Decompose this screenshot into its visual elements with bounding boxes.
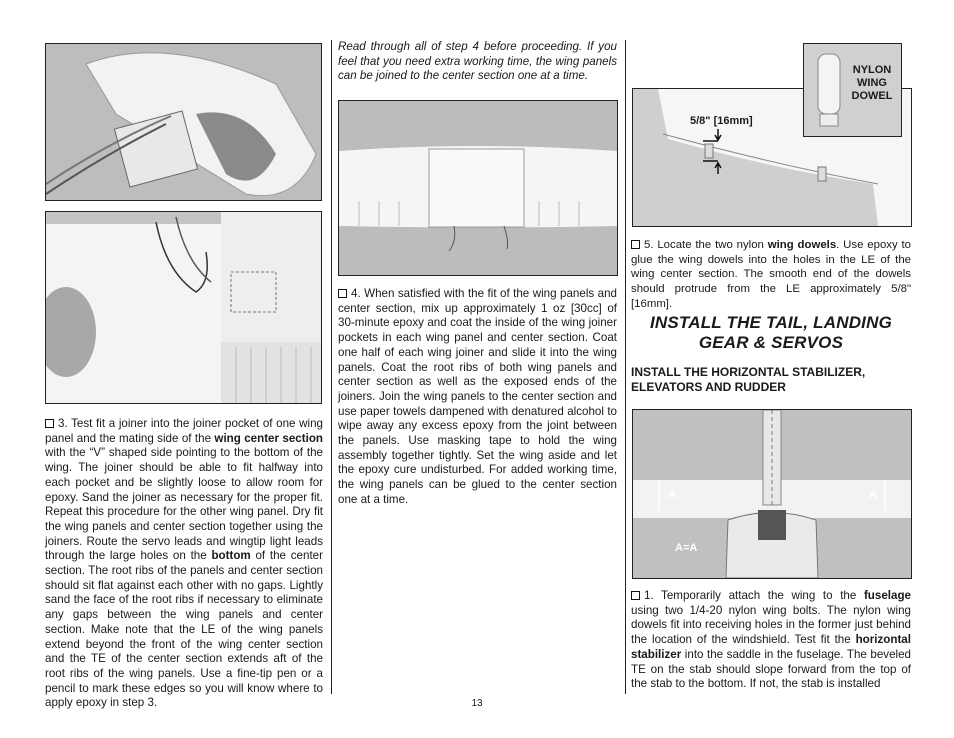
step-4-intro: Read through all of step 4 before proceeding. If you feel that you need extra working time, the wing panels can be joined to the center section one at a time.: [338, 40, 617, 83]
step-4-text: 4. When satisfied with the fit of the wing panels and center section, mix up approximately 1 oz [30cc] of 30-minute epoxy and coat the inside of the wing joiner pockets in each wing panel and center section. Coat one half of each wing joiner and slide it into the wing panels. Coat the root ribs of both wing panels and center section as well as the exposed ends of the joiners. Join the wing panels to the center section and use paper towels dampened with denatured alcohol to wipe away any excess epoxy from the joint between the panels. Use masking tape to hold the wing assembly together tightly. Set the wing aside and let the epoxy cure undisturbed. For added working time, the wing panels can be glued to the center section one at a time.: [338, 287, 617, 506]
column-divider-left: [331, 40, 332, 694]
inset-label-1: NYLON: [852, 64, 892, 76]
step-1-text: 1. Temporarily attach the wing to the fuselage using two 1/4-20 nylon wing bolts. The nylon wing dowels fit into receiving holes in the former just behind the location of the windshield. Test fit the horizontal stabilizer into the saddle in the fuselage. The beveled TE on the stab should slope forward from the top of the stab to the bottom. If not, the stab is installed: [631, 589, 911, 691]
photo-wing-center-section: [45, 211, 322, 404]
tail-label-a-right: A: [869, 489, 877, 501]
step-3-text: 3. Test fit a joiner into the joiner pocket of one wing panel and the mating side of the wing center section with the “V” shaped side pointing to the bottom of the wing. The joiner should be able to fit halfway into each pocket and be slightly loose to allow room for epoxy. Sand the joiner as necessary for the proper fit. Repeat this procedure for the other wing panel. Dry fit the wing panels and center section together using the joiners. Route the servo leads and wingtip light leads through the large holes on the bottom of the center section. The root ribs of the panels and center section should sit flat against each other with no gaps. Lightly sand the face of the root ribs if necessary to eliminate any gaps between the wing panels and center section. Make note that the LE of the wing panels extend beyond the front of the wing center section and the TE of the center section extends aft of the root ribs of the wing panels. Use a fine-tip pen or a pencil to mark these edges so you will know where to apply epoxy in step 3.: [45, 417, 323, 710]
subsection-title: INSTALL THE HORIZONTAL STABILIZER, ELEVATORS AND RUDDER: [631, 365, 866, 394]
column-divider-right: [625, 40, 626, 694]
checkbox-icon[interactable]: [631, 240, 640, 249]
photo-wing-panels-joined: [338, 100, 618, 276]
tail-label-eq: A=A: [675, 542, 698, 554]
inset-label-2: WING: [857, 77, 887, 89]
photo-wing-joiner-pocket: [45, 43, 322, 201]
photo-horizontal-stabilizer: [632, 409, 912, 579]
checkbox-icon[interactable]: [338, 289, 347, 298]
checkbox-icon[interactable]: [631, 591, 640, 600]
inset-label-3: DOWEL: [851, 90, 893, 102]
step-5-text: 5. Locate the two nylon wing dowels. Use epoxy to glue the wing dowels into the holes in the LE of the wing center section. The smooth end of the dowels should protrude from the LE approximately 5/8" [16mm].: [631, 239, 912, 310]
page-number: 13: [471, 698, 483, 709]
photo-inset-nylon-dowel: [803, 43, 902, 137]
tail-label-a-left: A: [668, 489, 676, 501]
measure-label: 5/8" [16mm]: [690, 115, 753, 127]
checkbox-icon[interactable]: [45, 419, 54, 428]
section-title: INSTALL THE TAIL, LANDING GEAR & SERVOS: [649, 313, 893, 352]
